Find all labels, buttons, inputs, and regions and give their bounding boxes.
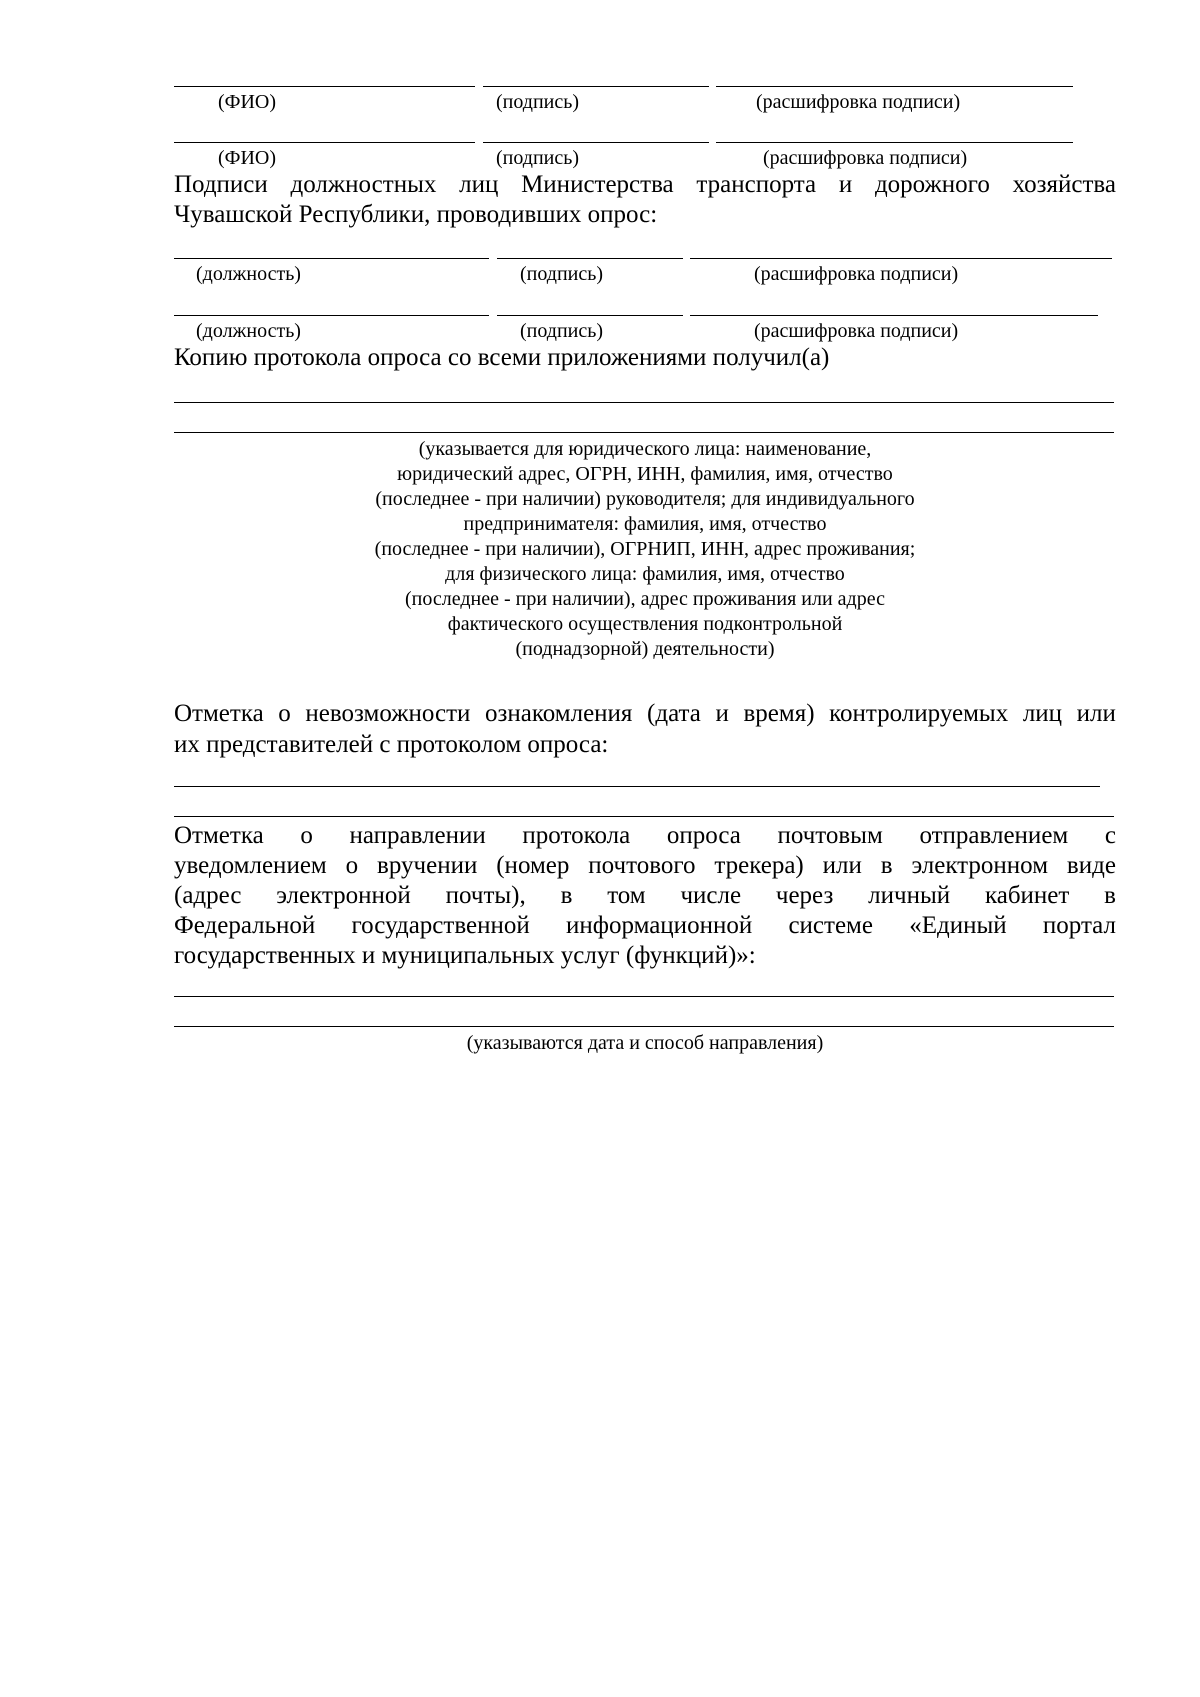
position-label-2: (должность) <box>196 320 301 342</box>
impossibility-entry-line-1 <box>174 786 1100 787</box>
fio-label-2: (ФИО) <box>218 147 277 169</box>
sending-line-3: (адрес электронной почты), в том числе через личный кабинет в <box>174 882 1116 909</box>
official-signature-line-2 <box>497 315 683 316</box>
recipient-line-1 <box>174 402 1114 403</box>
copy-received-text: Копию протокола опроса со всеми приложениями получил(а) <box>174 344 830 371</box>
impossibility-entry-line-2 <box>174 816 1114 817</box>
impossibility-line-2: их представителей с протоколом опроса: <box>174 731 609 758</box>
decoding-line-2 <box>716 142 1073 143</box>
official-signature-label-2: (подпись) <box>520 320 604 342</box>
official-signature-line-1 <box>497 258 683 259</box>
official-decoding-line-1 <box>690 258 1112 259</box>
fio-line-1 <box>174 86 475 87</box>
officials-paragraph-line-2: Чувашской Республики, проводивших опрос: <box>174 201 658 228</box>
sending-line-1: Отметка о направлении протокола опроса почтовым отправлением с <box>174 822 1116 849</box>
impossibility-line-1: Отметка о невозможности ознакомления (дата и время) контролируемых лиц или <box>174 700 1116 727</box>
official-signature-label-1: (подпись) <box>520 263 604 285</box>
sending-line-4: Федеральной государственной информационной системе «Единый портал <box>174 912 1116 939</box>
official-decoding-label-1: (расшифровка подписи) <box>754 263 959 285</box>
official-decoding-label-2: (расшифровка подписи) <box>754 320 959 342</box>
sending-line-5: государственных и муниципальных услуг (функций)»: <box>174 942 756 969</box>
recipient-line-2 <box>174 432 1114 433</box>
fio-label-1: (ФИО) <box>218 91 277 113</box>
position-line-1 <box>174 258 489 259</box>
fio-line-2 <box>174 142 475 143</box>
sending-entry-line-2 <box>174 1026 1114 1027</box>
signature-line-2 <box>483 142 709 143</box>
officials-paragraph-line-1: Подписи должностных лиц Министерства транспорта и дорожного хозяйства <box>174 171 1116 198</box>
decoding-label-2: (расшифровка подписи) <box>763 147 968 169</box>
decoding-label-1: (расшифровка подписи) <box>756 91 961 113</box>
sending-entry-line-1 <box>174 996 1114 997</box>
decoding-line-1 <box>716 86 1073 87</box>
position-label-1: (должность) <box>196 263 301 285</box>
official-decoding-line-2 <box>690 315 1098 316</box>
position-line-2 <box>174 315 489 316</box>
sending-line-2: уведомлением о вручении (номер почтового трекера) или в электронном виде <box>174 852 1116 879</box>
legal-entity-note: (указывается для юридического лица: наименование, юридический адрес, ОГРН, ИНН, фамилия, имя, отчество (последнее - при наличии) руководителя; для индивидуального предпринимателя: фамилия, имя, отчество (последнее - при наличии), ОГРНИП, ИНН, адрес проживания; для физического лица: фамилия, имя, отчество (последнее - при наличии), адрес проживания или адрес фактического осуществления подконтрольной (поднадзорной) деятельности) <box>374 438 916 660</box>
signature-label-1: (подпись) <box>496 91 580 113</box>
signature-line-1 <box>483 86 709 87</box>
signature-label-2: (подпись) <box>496 147 580 169</box>
dates-method-label: (указываются дата и способ направления) <box>466 1032 824 1054</box>
